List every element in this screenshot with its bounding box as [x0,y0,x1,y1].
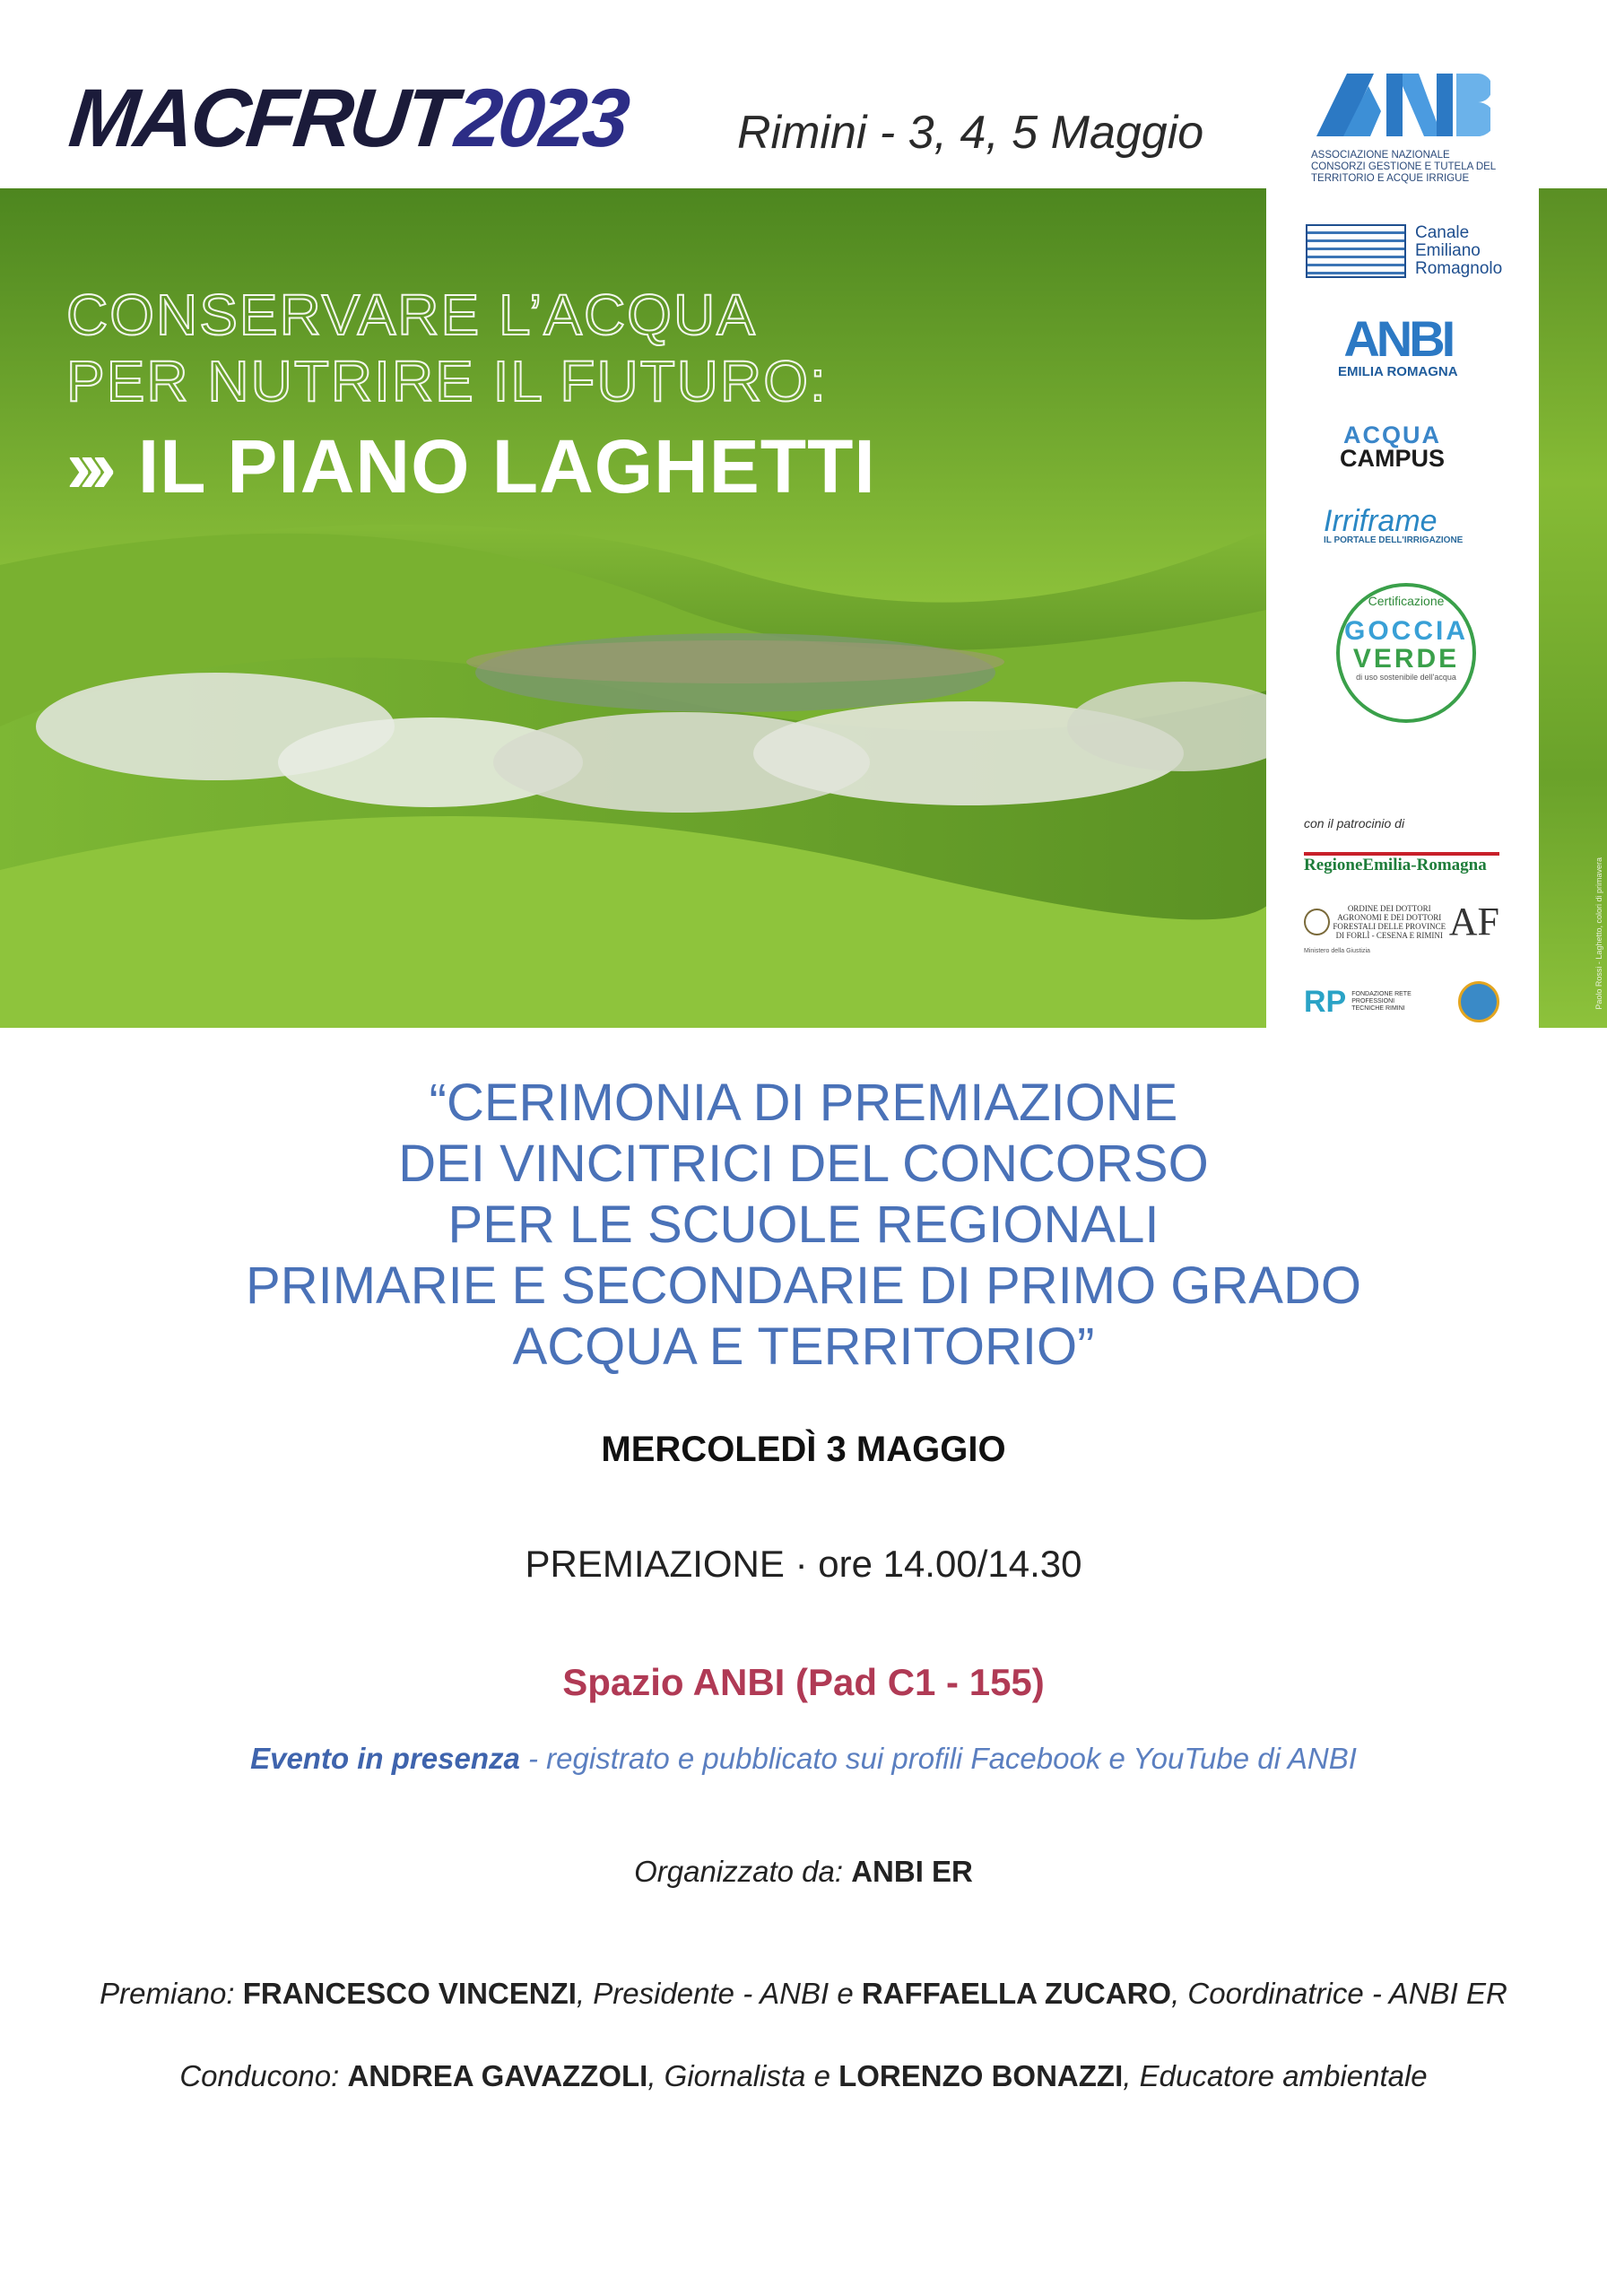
hero-piano-laghetti: IL PIANO LAGHETTI [137,424,876,509]
title-line: DEI VINCITRICI DEL CONCORSO [398,1135,1209,1193]
anbi-er-sub: EMILIA ROMAGNA [1338,364,1458,379]
rete-professioni-tecniche-logo [1304,981,1499,1022]
acqua-campus-logo [1340,423,1445,470]
header [0,0,1607,188]
chevron-right-icon: ››› [66,424,104,509]
collegio-emblem-icon [1458,981,1499,1022]
hosts [0,2059,1607,2093]
campus-text: CAMPUS [1340,445,1446,472]
partner-logos [1266,188,1539,1028]
hero-line-1: CONSERVARE L’ACQUA [66,283,757,347]
cer-text: Canale Emiliano Romagnolo [1415,223,1503,278]
rpt-mark: RP [1304,985,1347,1019]
event-time: PREMIAZIONE · ore 14.00/14.30 [525,1543,1082,1585]
rpt-text: FONDAZIONE RETE PROFESSIONI TECNICHE RIMINI [1351,991,1412,1012]
photo-strip [1539,188,1607,1028]
event-info [0,1742,1607,1776]
macfrut-brand: MACFRUT [65,73,458,164]
organizer-label: Organizzato da: [634,1855,852,1888]
event-place: Spazio ANBI (Pad C1 - 155) [562,1661,1045,1703]
patrocinio-label: con il patrocinio di [1304,816,1405,831]
goccia-top-text: Certificazione [1368,594,1445,608]
hero-line-3 [66,422,876,511]
event-dates: Rimini - 3, 4, 5 Maggio [737,107,1204,159]
presenter-role: , Presidente - ANBI e [576,1977,862,2010]
regione-emilia-romagna-logo [1304,852,1499,879]
event-date: MERCOLEDÌ 3 MAGGIO [601,1430,1006,1469]
anbi-emilia-romagna-logo [1338,310,1458,379]
anbi-caption: ASSOCIAZIONE NAZIONALE CONSORZI GESTIONE E TUTELA DEL TERRITORIO E ACQUE IRRIGUE [1311,150,1496,184]
anbi-er-mark: ANBI [1343,310,1453,367]
irriframe-text: Irriframe [1324,504,1438,538]
goccia-verde-logo [1336,583,1476,723]
emblem-icon [1304,909,1330,935]
goccia-bottom-text: di uso sostenibile dell'acqua [1356,673,1456,682]
host-role: , Giornalista e [647,2059,839,2092]
presenter-name: FRANCESCO VINCENZI [242,1977,577,2010]
ordine-agronomi-logo [1304,899,1499,954]
irriframe-logo [1324,504,1463,545]
presenters-label: Premiano: [100,1977,243,2010]
hero-banner [0,188,1266,1028]
title-line: PER LE SCUOLE REGIONALI [447,1196,1160,1254]
irriframe-sub: IL PORTALE DELL'IRRIGAZIONE [1324,535,1464,545]
host-name: ANDREA GAVAZZOLI [347,2059,648,2092]
regione-text: RegioneEmilia-Romagna [1304,856,1487,874]
macfrut-logo [65,73,630,164]
cer-wave-icon [1306,224,1406,278]
title-line: ACQUA E TERRITORIO” [512,1318,1095,1376]
anbi-logo-mark [1311,68,1490,140]
hosts-label: Conducono: [179,2059,348,2092]
presenter-role: , Coordinatrice - ANBI ER [1171,1977,1507,2010]
acqua-text: ACQUA [1343,422,1441,448]
award-presenters [0,1977,1607,2011]
presenter-name: RAFFAELLA ZUCARO [861,1977,1172,2010]
ceremony-title [0,1073,1607,1378]
photo-credit: Paolo Rossi - Laghetto, colori di primavera [1594,857,1603,1010]
host-name: LORENZO BONAZZI [838,2059,1124,2092]
ministero-text: Ministero della Giustizia [1304,948,1370,954]
anbi-logo [1311,68,1499,185]
hero-line-2: PER NUTRIRE IL FUTURO: [66,349,828,413]
title-line: “CERIMONIA DI PREMIAZIONE [429,1074,1178,1132]
hero-title [66,282,876,511]
canale-emiliano-romagnolo-logo [1306,224,1502,278]
organizer-value: ANBI ER [851,1855,973,1888]
macfrut-year: 2023 [451,73,630,164]
organizer [0,1855,1607,1889]
host-role: , Educatore ambientale [1123,2059,1428,2092]
event-publish-note: - registrato e pubblicato sui profili Facebook e YouTube di ANBI [519,1742,1357,1775]
goccia-text: GOCCIA [1344,616,1468,646]
event-mode: Evento in presenza [250,1742,520,1775]
verde-text: VERDE [1352,644,1460,674]
ordine-text: ORDINE DEI DOTTORI AGRONOMI E DEI DOTTORI FORESTALI DELLE PROVINCE DI FORLÌ - CESENA E RIMINI [1333,903,1446,940]
title-line: PRIMARIE E SECONDARIE DI PRIMO GRADO [246,1257,1361,1315]
af-mark: AF [1448,900,1499,944]
